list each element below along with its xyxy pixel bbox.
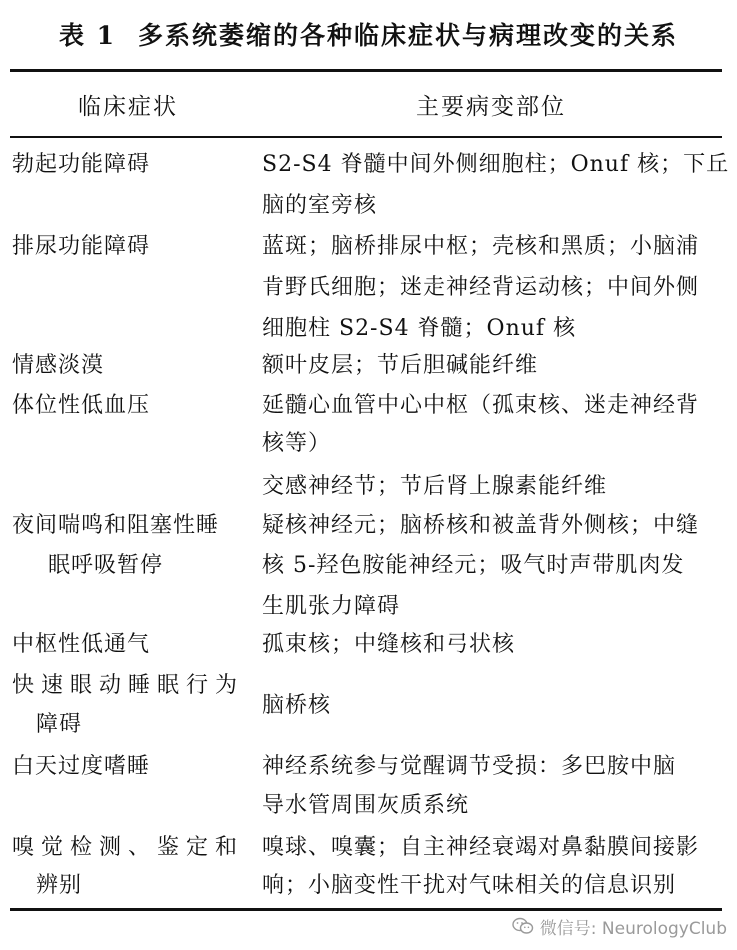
symptom-cell: 体位性低血压 xyxy=(12,393,151,418)
symptom-cell: 夜间喘鸣和阻塞性睡 xyxy=(12,513,220,538)
site-line: 疑核神经元；脑桥核和被盖背外侧核；中缝 xyxy=(262,513,700,538)
symptom-cell-continued: 辨别 xyxy=(36,873,83,898)
site-line: 肯野氏细胞；迷走神经背运动核；中间外侧 xyxy=(262,275,700,300)
wechat-icon xyxy=(512,917,534,935)
site-line: S2-S4 脊髓中间外侧细胞柱；Onuf 核；下丘 xyxy=(262,152,730,177)
table-number: 表 1 xyxy=(58,21,117,50)
site-line: 额叶皮层；节后胆碱能纤维 xyxy=(262,353,539,378)
symptom-cell: 白天过度嗜睡 xyxy=(12,754,151,779)
column-header-symptom: 临床症状 xyxy=(78,94,178,120)
site-line: 导水管周围灰质系统 xyxy=(262,793,470,818)
symptom-cell: 情感淡漠 xyxy=(12,353,105,378)
symptom-cell: 排尿功能障碍 xyxy=(12,234,151,259)
symptom-cell: 嗅觉检测、鉴定和 xyxy=(12,835,245,860)
watermark-text: 微信号: NeurologyClub xyxy=(539,918,727,939)
site-line: 脑的室旁核 xyxy=(262,193,378,218)
site-line: 生肌张力障碍 xyxy=(262,594,401,619)
site-line: 蓝斑；脑桥排尿中枢；壳核和黑质；小脑浦 xyxy=(262,234,700,259)
site-line: 脑桥核 xyxy=(262,693,332,718)
site-line: 孤束核；中缝核和弓状核 xyxy=(262,632,516,657)
table-header-rule xyxy=(10,136,722,138)
watermark xyxy=(512,912,727,940)
site-line: 细胞柱 S2-S4 脊髓；Onuf 核 xyxy=(262,316,577,341)
site-line: 延髓心血管中心中枢（孤束核、迷走神经背 xyxy=(262,393,700,418)
symptom-cell: 快速眼动睡眠行为 xyxy=(12,673,245,698)
site-line: 核等） xyxy=(262,431,332,456)
table-caption xyxy=(0,16,737,52)
site-line: 交感神经节；节后肾上腺素能纤维 xyxy=(262,474,608,499)
symptom-cell: 勃起功能障碍 xyxy=(12,152,151,177)
site-line: 神经系统参与觉醒调节受损：多巴胺中脑 xyxy=(262,754,677,779)
site-line: 嗅球、嗅囊；自主神经衰竭对鼻黏膜间接影 xyxy=(262,835,700,860)
table-bottom-rule xyxy=(10,908,722,911)
symptom-cell-continued: 障碍 xyxy=(36,712,83,737)
symptom-cell-continued: 眠呼吸暂停 xyxy=(48,553,164,578)
table-top-rule xyxy=(10,69,722,72)
column-header-sites: 主要病变部位 xyxy=(416,94,566,120)
symptom-cell: 中枢性低通气 xyxy=(12,632,151,657)
table-title: 多系统萎缩的各种临床症状与病理改变的关系 xyxy=(138,21,679,50)
site-line: 核 5-羟色胺能神经元；吸气时声带肌肉发 xyxy=(262,553,685,578)
site-line: 响；小脑变性干扰对气味相关的信息识别 xyxy=(262,873,677,898)
